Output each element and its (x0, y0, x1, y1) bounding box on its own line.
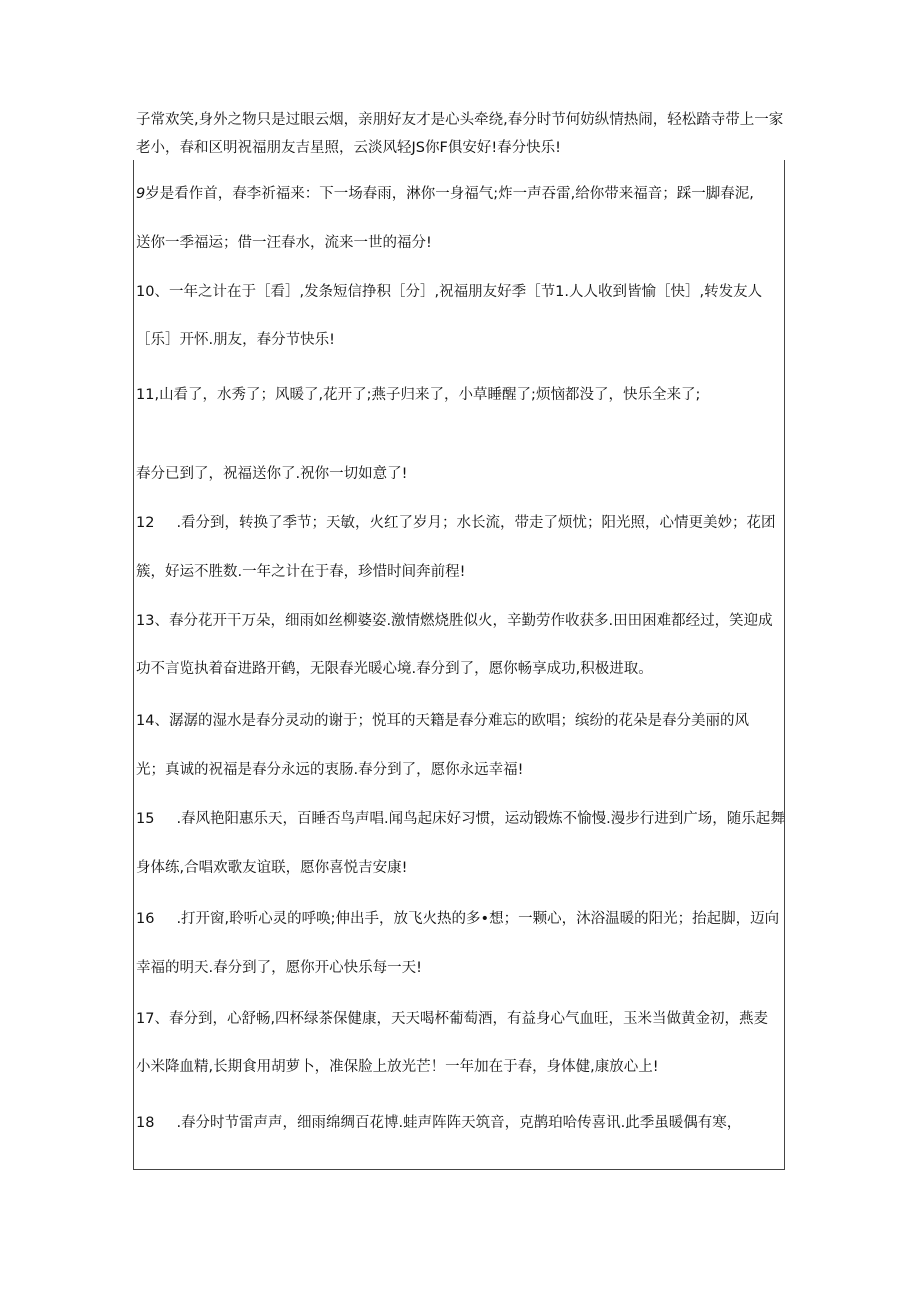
item-15-number: 15 (136, 811, 155, 827)
item-17-number: 17、 (136, 1011, 169, 1027)
item-11-line-1 (136, 385, 786, 405)
item-10-number: 10、 (136, 284, 169, 300)
item-14-line-1 (136, 711, 786, 731)
item-15-line-1 (136, 809, 786, 829)
item-10-line-2: ［乐］开怀.朋友，春分节快乐! (136, 332, 335, 348)
item-18-number: 18 (136, 1115, 155, 1131)
item-16-line-1 (136, 909, 786, 929)
item-16-number: 16 (136, 911, 155, 927)
item-12-line-1 (136, 513, 786, 533)
item-12-line-2: 簇，好运不胜数.一年之计在于春，珍惜时间奔前程! (136, 564, 466, 580)
item-14-number: 14、 (136, 713, 169, 729)
item-11-line-2: 春分已到了，祝福送你了.祝你一切如意了! (136, 466, 408, 482)
item-10-text-1: 一年之计在于［看］,发条短信挣积［分］,祝福朋友好季［节1.人人收到皆愉［快］,转发友人 (168, 284, 763, 300)
item-11-text-1: 山看了，水秀了；风暖了,花开了;燕子归来了，小草睡醒了;烦恼都没了，快乐全来了; (159, 387, 701, 403)
item-9-text-1: 岁是看作首，春李祈福来：下一场春雨，淋你一身福气;炸一声吞雷,给你带来福音；踩一脚春泥, (145, 186, 754, 202)
item-9-line-2: 送你一季福运；借一汪春水，流来一世的福分! (136, 235, 432, 251)
item-18-line-1 (136, 1113, 786, 1133)
item-16-line-2: 幸福的明天.春分到了，愿你开心快乐每一天! (136, 960, 422, 976)
item-17-line-1 (136, 1009, 786, 1029)
item-13-number: 13、 (136, 613, 169, 629)
item-14-text-1: 潺潺的湿水是春分灵动的谢于；悦耳的天籍是春分难忘的欧唱；缤纷的花朵是春分美丽的风 (168, 713, 749, 729)
item-15-line-2: 身体练,合唱欢歌友谊联，愿你喜悦吉安康! (136, 860, 408, 876)
item-15-text-1: .春风艳阳惠乐天，百睡否鸟声唱.闻鸟起床好习惯，运动锻炼不愉慢.漫步行进到广场，随乐起舞 (176, 811, 785, 827)
item-14-line-2: 光；真诚的祝福是春分永远的衷肠.春分到了，愿你永远幸福! (136, 762, 524, 778)
item-9-number: 9 (136, 186, 146, 202)
intro-line-2: 老小，春和区明祝福朋友吉星照，云淡风轻JS你F俱安好!春分快乐! (136, 140, 561, 156)
intro-line-1: 子常欢笑,身外之物只是过眼云烟，亲朋好友才是心头牵绕,春分时节何妨纵情热闹，轻松踏寺带上一家 (136, 112, 784, 128)
item-11-number: 11, (136, 387, 160, 403)
item-10-line-1 (136, 282, 786, 302)
item-18-text-1: .春分时节雷声声，细雨绵绸百花博.蛙声阵阵天筑音，克鹊珀哈传喜讯.此季虽暖偶有寒， (176, 1115, 742, 1131)
item-12-number: 12 (136, 515, 155, 531)
item-17-text-1: 春分到，心舒畅,四杯绿茶保健康，天天喝杯葡萄酒，有益身心气血旺，玉米当做黄金初，燕麦 (168, 1011, 769, 1027)
item-17-line-2: 小米降血精,长期食用胡萝卜，准保脸上放光芒！一年加在于春，身体健,康放心上! (136, 1059, 659, 1075)
item-13-line-2: 功不言览执着奋进路开鹤，无限春光暖心境.春分到了，愿你畅享成功,积极进取。 (136, 661, 653, 677)
item-13-line-1 (136, 611, 786, 631)
item-13-text-1: 春分花开干万朵，细雨如丝柳婆姿.激情燃烧胜似火，辛勤劳作收获多.田田困难都经过，笑迎成 (168, 613, 773, 629)
item-16-text-1: .打开窗,聆听心灵的呼唤;伸出手，放飞火热的多•想；一颗心，沐浴温暖的阳光；抬起脚，迈向 (176, 911, 780, 927)
item-9-line-1 (136, 184, 786, 204)
item-12-text-1: .看分到，转换了季节；天敏，火红了岁月；水长流，带走了烦忧；阳光照，心情更美妙；花团 (176, 515, 776, 531)
